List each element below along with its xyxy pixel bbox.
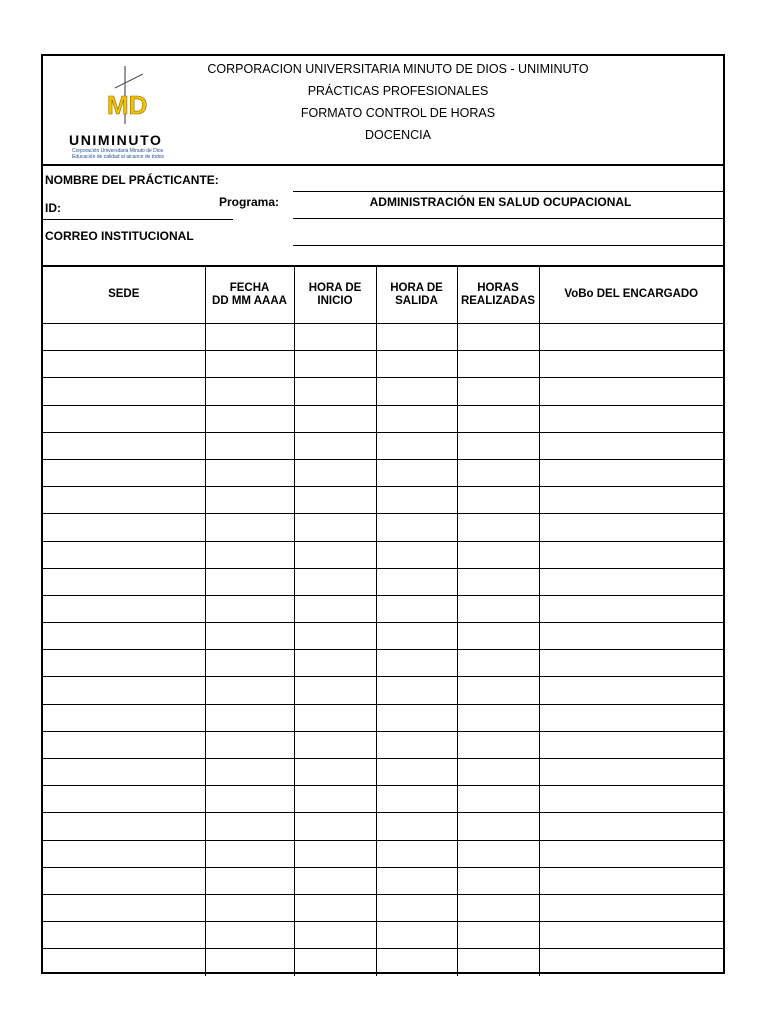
table-cell-vobo-encargado[interactable] (539, 623, 723, 650)
table-cell-hora-salida[interactable] (376, 677, 457, 704)
table-cell-vobo-encargado[interactable] (539, 378, 723, 405)
table-cell-vobo-encargado[interactable] (539, 351, 723, 378)
table-cell-horas-realizadas[interactable] (457, 568, 539, 595)
table-cell-hora-inicio[interactable] (294, 623, 376, 650)
id-field-line[interactable] (43, 219, 233, 220)
table-row (43, 595, 723, 622)
table-cell-vobo-encargado[interactable] (539, 759, 723, 786)
table-cell-horas-realizadas[interactable] (457, 650, 539, 677)
table-cell-fecha[interactable] (205, 813, 294, 840)
table-row (43, 650, 723, 677)
table-row (43, 786, 723, 813)
table-cell-horas-realizadas[interactable] (457, 922, 539, 949)
table-cell-sede[interactable] (43, 541, 205, 568)
table-cell-hora-inicio[interactable] (294, 922, 376, 949)
table-cell-horas-realizadas[interactable] (457, 894, 539, 921)
table-cell-sede[interactable] (43, 405, 205, 432)
table-cell-fecha[interactable] (205, 405, 294, 432)
table-cell-sede[interactable] (43, 324, 205, 351)
table-cell-vobo-encargado[interactable] (539, 324, 723, 351)
table-cell-hora-salida[interactable] (376, 541, 457, 568)
table-cell-vobo-encargado[interactable] (539, 541, 723, 568)
table-cell-sede[interactable] (43, 623, 205, 650)
table-cell-vobo-encargado[interactable] (539, 840, 723, 867)
table-row (43, 677, 723, 704)
table-cell-hora-salida[interactable] (376, 568, 457, 595)
table-cell-vobo-encargado[interactable] (539, 432, 723, 459)
table-cell-hora-salida[interactable] (376, 704, 457, 731)
table-cell-fecha[interactable] (205, 704, 294, 731)
table-cell-vobo-encargado[interactable] (539, 704, 723, 731)
table-cell-hora-inicio[interactable] (294, 405, 376, 432)
table-cell-fecha[interactable] (205, 786, 294, 813)
table-header-row (43, 266, 723, 324)
id-label: ID: (45, 201, 61, 215)
table-row (43, 459, 723, 486)
table-cell-hora-salida[interactable] (376, 595, 457, 622)
area-title: DOCENCIA (365, 128, 431, 142)
table-cell-vobo-encargado[interactable] (539, 949, 723, 976)
md-logo-icon (67, 64, 187, 134)
table-cell-horas-realizadas[interactable] (457, 949, 539, 976)
brand-tagline (72, 148, 164, 160)
table-row (43, 324, 723, 351)
nombre-label: NOMBRE DEL PRÁCTICANTE: (45, 173, 219, 187)
table-cell-vobo-encargado[interactable] (539, 894, 723, 921)
table-cell-sede[interactable] (43, 487, 205, 514)
column-header-hora-salida: HORA DE SALIDA (376, 266, 457, 324)
table-cell-vobo-encargado[interactable] (539, 459, 723, 486)
table-cell-vobo-encargado[interactable] (539, 677, 723, 704)
table-cell-horas-realizadas[interactable] (457, 867, 539, 894)
table-cell-hora-salida[interactable] (376, 487, 457, 514)
table-cell-sede[interactable] (43, 759, 205, 786)
table-cell-hora-salida[interactable] (376, 650, 457, 677)
table-cell-hora-inicio[interactable] (294, 949, 376, 976)
programa-field-line (293, 218, 723, 219)
table-cell-hora-inicio[interactable] (294, 459, 376, 486)
table-cell-horas-realizadas[interactable] (457, 514, 539, 541)
table-cell-hora-inicio[interactable] (294, 840, 376, 867)
table-cell-horas-realizadas[interactable] (457, 432, 539, 459)
table-row (43, 813, 723, 840)
table-cell-hora-salida[interactable] (376, 894, 457, 921)
table-cell-sede[interactable] (43, 867, 205, 894)
table-cell-vobo-encargado[interactable] (539, 867, 723, 894)
table-row (43, 568, 723, 595)
column-header-sede: SEDE (43, 266, 205, 324)
table-cell-sede[interactable] (43, 731, 205, 758)
table-cell-fecha[interactable] (205, 949, 294, 976)
table-cell-horas-realizadas[interactable] (457, 677, 539, 704)
table-cell-fecha[interactable] (205, 922, 294, 949)
table-cell-hora-salida[interactable] (376, 324, 457, 351)
table-cell-hora-inicio[interactable] (294, 324, 376, 351)
table-cell-fecha[interactable] (205, 541, 294, 568)
table-cell-sede[interactable] (43, 351, 205, 378)
correo-label: CORREO INSTITUCIONAL (45, 229, 194, 243)
brand-sub-line1: Corporación Universitaria Minuto de Dios (72, 148, 164, 154)
table-row (43, 405, 723, 432)
table-cell-hora-salida[interactable] (376, 432, 457, 459)
table-row (43, 949, 723, 976)
brand-name: UNIMINUTO (69, 132, 163, 148)
table-row (43, 731, 723, 758)
table-cell-vobo-encargado[interactable] (539, 487, 723, 514)
table-row (43, 487, 723, 514)
programa-value: ADMINISTRACIÓN EN SALUD OCUPACIONAL (369, 195, 632, 209)
table-cell-fecha[interactable] (205, 650, 294, 677)
table-cell-hora-salida[interactable] (376, 623, 457, 650)
table-cell-hora-inicio[interactable] (294, 894, 376, 921)
table-cell-sede[interactable] (43, 840, 205, 867)
table-row (43, 514, 723, 541)
column-header-vobo-encargado: VoBo DEL ENCARGADO (539, 266, 723, 324)
table-cell-hora-inicio[interactable] (294, 541, 376, 568)
table-cell-hora-salida[interactable] (376, 405, 457, 432)
table-cell-hora-inicio[interactable] (294, 514, 376, 541)
table-cell-hora-salida[interactable] (376, 759, 457, 786)
table-body (43, 324, 723, 976)
form-titles (203, 58, 593, 146)
table-cell-hora-inicio[interactable] (294, 378, 376, 405)
uniminuto-logo (67, 64, 187, 160)
table-row (43, 894, 723, 921)
table-cell-fecha[interactable] (205, 595, 294, 622)
hours-table (43, 266, 723, 976)
table-row (43, 623, 723, 650)
table-cell-fecha[interactable] (205, 894, 294, 921)
table-cell-vobo-encargado[interactable] (539, 568, 723, 595)
table-cell-fecha[interactable] (205, 514, 294, 541)
table-cell-horas-realizadas[interactable] (457, 378, 539, 405)
table-row (43, 378, 723, 405)
table-cell-hora-inicio[interactable] (294, 595, 376, 622)
table-cell-horas-realizadas[interactable] (457, 786, 539, 813)
hours-control-form (41, 54, 725, 974)
table-cell-horas-realizadas[interactable] (457, 623, 539, 650)
table-cell-hora-salida[interactable] (376, 786, 457, 813)
table-cell-hora-inicio[interactable] (294, 759, 376, 786)
table-cell-fecha[interactable] (205, 840, 294, 867)
table-cell-vobo-encargado[interactable] (539, 731, 723, 758)
table-cell-sede[interactable] (43, 595, 205, 622)
table-row (43, 351, 723, 378)
table-cell-sede[interactable] (43, 949, 205, 976)
table-cell-sede[interactable] (43, 378, 205, 405)
table-cell-horas-realizadas[interactable] (457, 759, 539, 786)
table-cell-hora-salida[interactable] (376, 514, 457, 541)
table-cell-horas-realizadas[interactable] (457, 541, 539, 568)
table-cell-sede[interactable] (43, 922, 205, 949)
table-cell-hora-inicio[interactable] (294, 568, 376, 595)
format-title: FORMATO CONTROL DE HORAS (300, 106, 496, 120)
table-cell-sede[interactable] (43, 894, 205, 921)
table-cell-sede[interactable] (43, 650, 205, 677)
table-cell-hora-inicio[interactable] (294, 351, 376, 378)
table-cell-hora-salida[interactable] (376, 459, 457, 486)
student-info-section (43, 164, 723, 267)
table-cell-fecha[interactable] (205, 487, 294, 514)
table-cell-hora-salida[interactable] (376, 867, 457, 894)
table-cell-vobo-encargado[interactable] (539, 595, 723, 622)
table-cell-hora-inicio[interactable] (294, 813, 376, 840)
table-cell-hora-inicio[interactable] (294, 677, 376, 704)
table-cell-vobo-encargado[interactable] (539, 650, 723, 677)
table-cell-hora-salida[interactable] (376, 813, 457, 840)
table-cell-fecha[interactable] (205, 378, 294, 405)
table-cell-sede[interactable] (43, 514, 205, 541)
table-cell-fecha[interactable] (205, 731, 294, 758)
table-cell-fecha[interactable] (205, 324, 294, 351)
table-cell-vobo-encargado[interactable] (539, 922, 723, 949)
table-cell-horas-realizadas[interactable] (457, 813, 539, 840)
table-cell-horas-realizadas[interactable] (457, 840, 539, 867)
table-cell-horas-realizadas[interactable] (457, 351, 539, 378)
table-row (43, 922, 723, 949)
table-row (43, 759, 723, 786)
column-header-hora-inicio: HORA DE INICIO (294, 266, 376, 324)
table-cell-fecha[interactable] (205, 867, 294, 894)
form-header (43, 56, 723, 166)
table-cell-hora-inicio[interactable] (294, 786, 376, 813)
table-cell-hora-inicio[interactable] (294, 432, 376, 459)
table-cell-horas-realizadas[interactable] (457, 324, 539, 351)
table-row (43, 867, 723, 894)
table-cell-sede[interactable] (43, 704, 205, 731)
table-cell-hora-inicio[interactable] (294, 731, 376, 758)
table-cell-sede[interactable] (43, 568, 205, 595)
programa-label: Programa: (219, 195, 280, 209)
table-cell-fecha[interactable] (205, 623, 294, 650)
institution-title: CORPORACION UNIVERSITARIA MINUTO DE DIOS - UNIMINUTO (207, 62, 589, 76)
correo-field-line[interactable] (293, 245, 723, 246)
table-cell-vobo-encargado[interactable] (539, 813, 723, 840)
table-cell-hora-salida[interactable] (376, 351, 457, 378)
table-cell-hora-salida[interactable] (376, 731, 457, 758)
table-cell-sede[interactable] (43, 813, 205, 840)
table-cell-sede[interactable] (43, 459, 205, 486)
table-cell-fecha[interactable] (205, 568, 294, 595)
column-header-horas-realizadas: HORAS REALIZADAS (457, 266, 539, 324)
table-cell-fecha[interactable] (205, 351, 294, 378)
table-cell-hora-inicio[interactable] (294, 867, 376, 894)
svg-text:MD: MD (107, 90, 148, 120)
table-cell-horas-realizadas[interactable] (457, 595, 539, 622)
nombre-field-line[interactable] (293, 191, 723, 192)
table-cell-hora-inicio[interactable] (294, 650, 376, 677)
table-cell-hora-inicio[interactable] (294, 487, 376, 514)
brand-sub-line2: Educación de calidad al alcance de todos (72, 154, 165, 160)
table-cell-fecha[interactable] (205, 759, 294, 786)
column-header-fecha: FECHA DD MM AAAA (205, 266, 294, 324)
table-cell-vobo-encargado[interactable] (539, 514, 723, 541)
table-row (43, 432, 723, 459)
program-title: PRÁCTICAS PROFESIONALES (307, 84, 489, 98)
table-cell-horas-realizadas[interactable] (457, 704, 539, 731)
table-row (43, 840, 723, 867)
table-cell-sede[interactable] (43, 677, 205, 704)
table-cell-horas-realizadas[interactable] (457, 731, 539, 758)
table-row (43, 704, 723, 731)
table-cell-hora-inicio[interactable] (294, 704, 376, 731)
table-cell-hora-salida[interactable] (376, 378, 457, 405)
table-row (43, 541, 723, 568)
table-cell-sede[interactable] (43, 432, 205, 459)
table-cell-fecha[interactable] (205, 432, 294, 459)
table-cell-vobo-encargado[interactable] (539, 405, 723, 432)
table-cell-hora-salida[interactable] (376, 922, 457, 949)
table-cell-horas-realizadas[interactable] (457, 405, 539, 432)
table-cell-horas-realizadas[interactable] (457, 487, 539, 514)
table-cell-fecha[interactable] (205, 459, 294, 486)
table-cell-vobo-encargado[interactable] (539, 786, 723, 813)
table-cell-hora-salida[interactable] (376, 840, 457, 867)
table-cell-horas-realizadas[interactable] (457, 459, 539, 486)
table-cell-fecha[interactable] (205, 677, 294, 704)
table-cell-hora-salida[interactable] (376, 949, 457, 976)
table-cell-sede[interactable] (43, 786, 205, 813)
